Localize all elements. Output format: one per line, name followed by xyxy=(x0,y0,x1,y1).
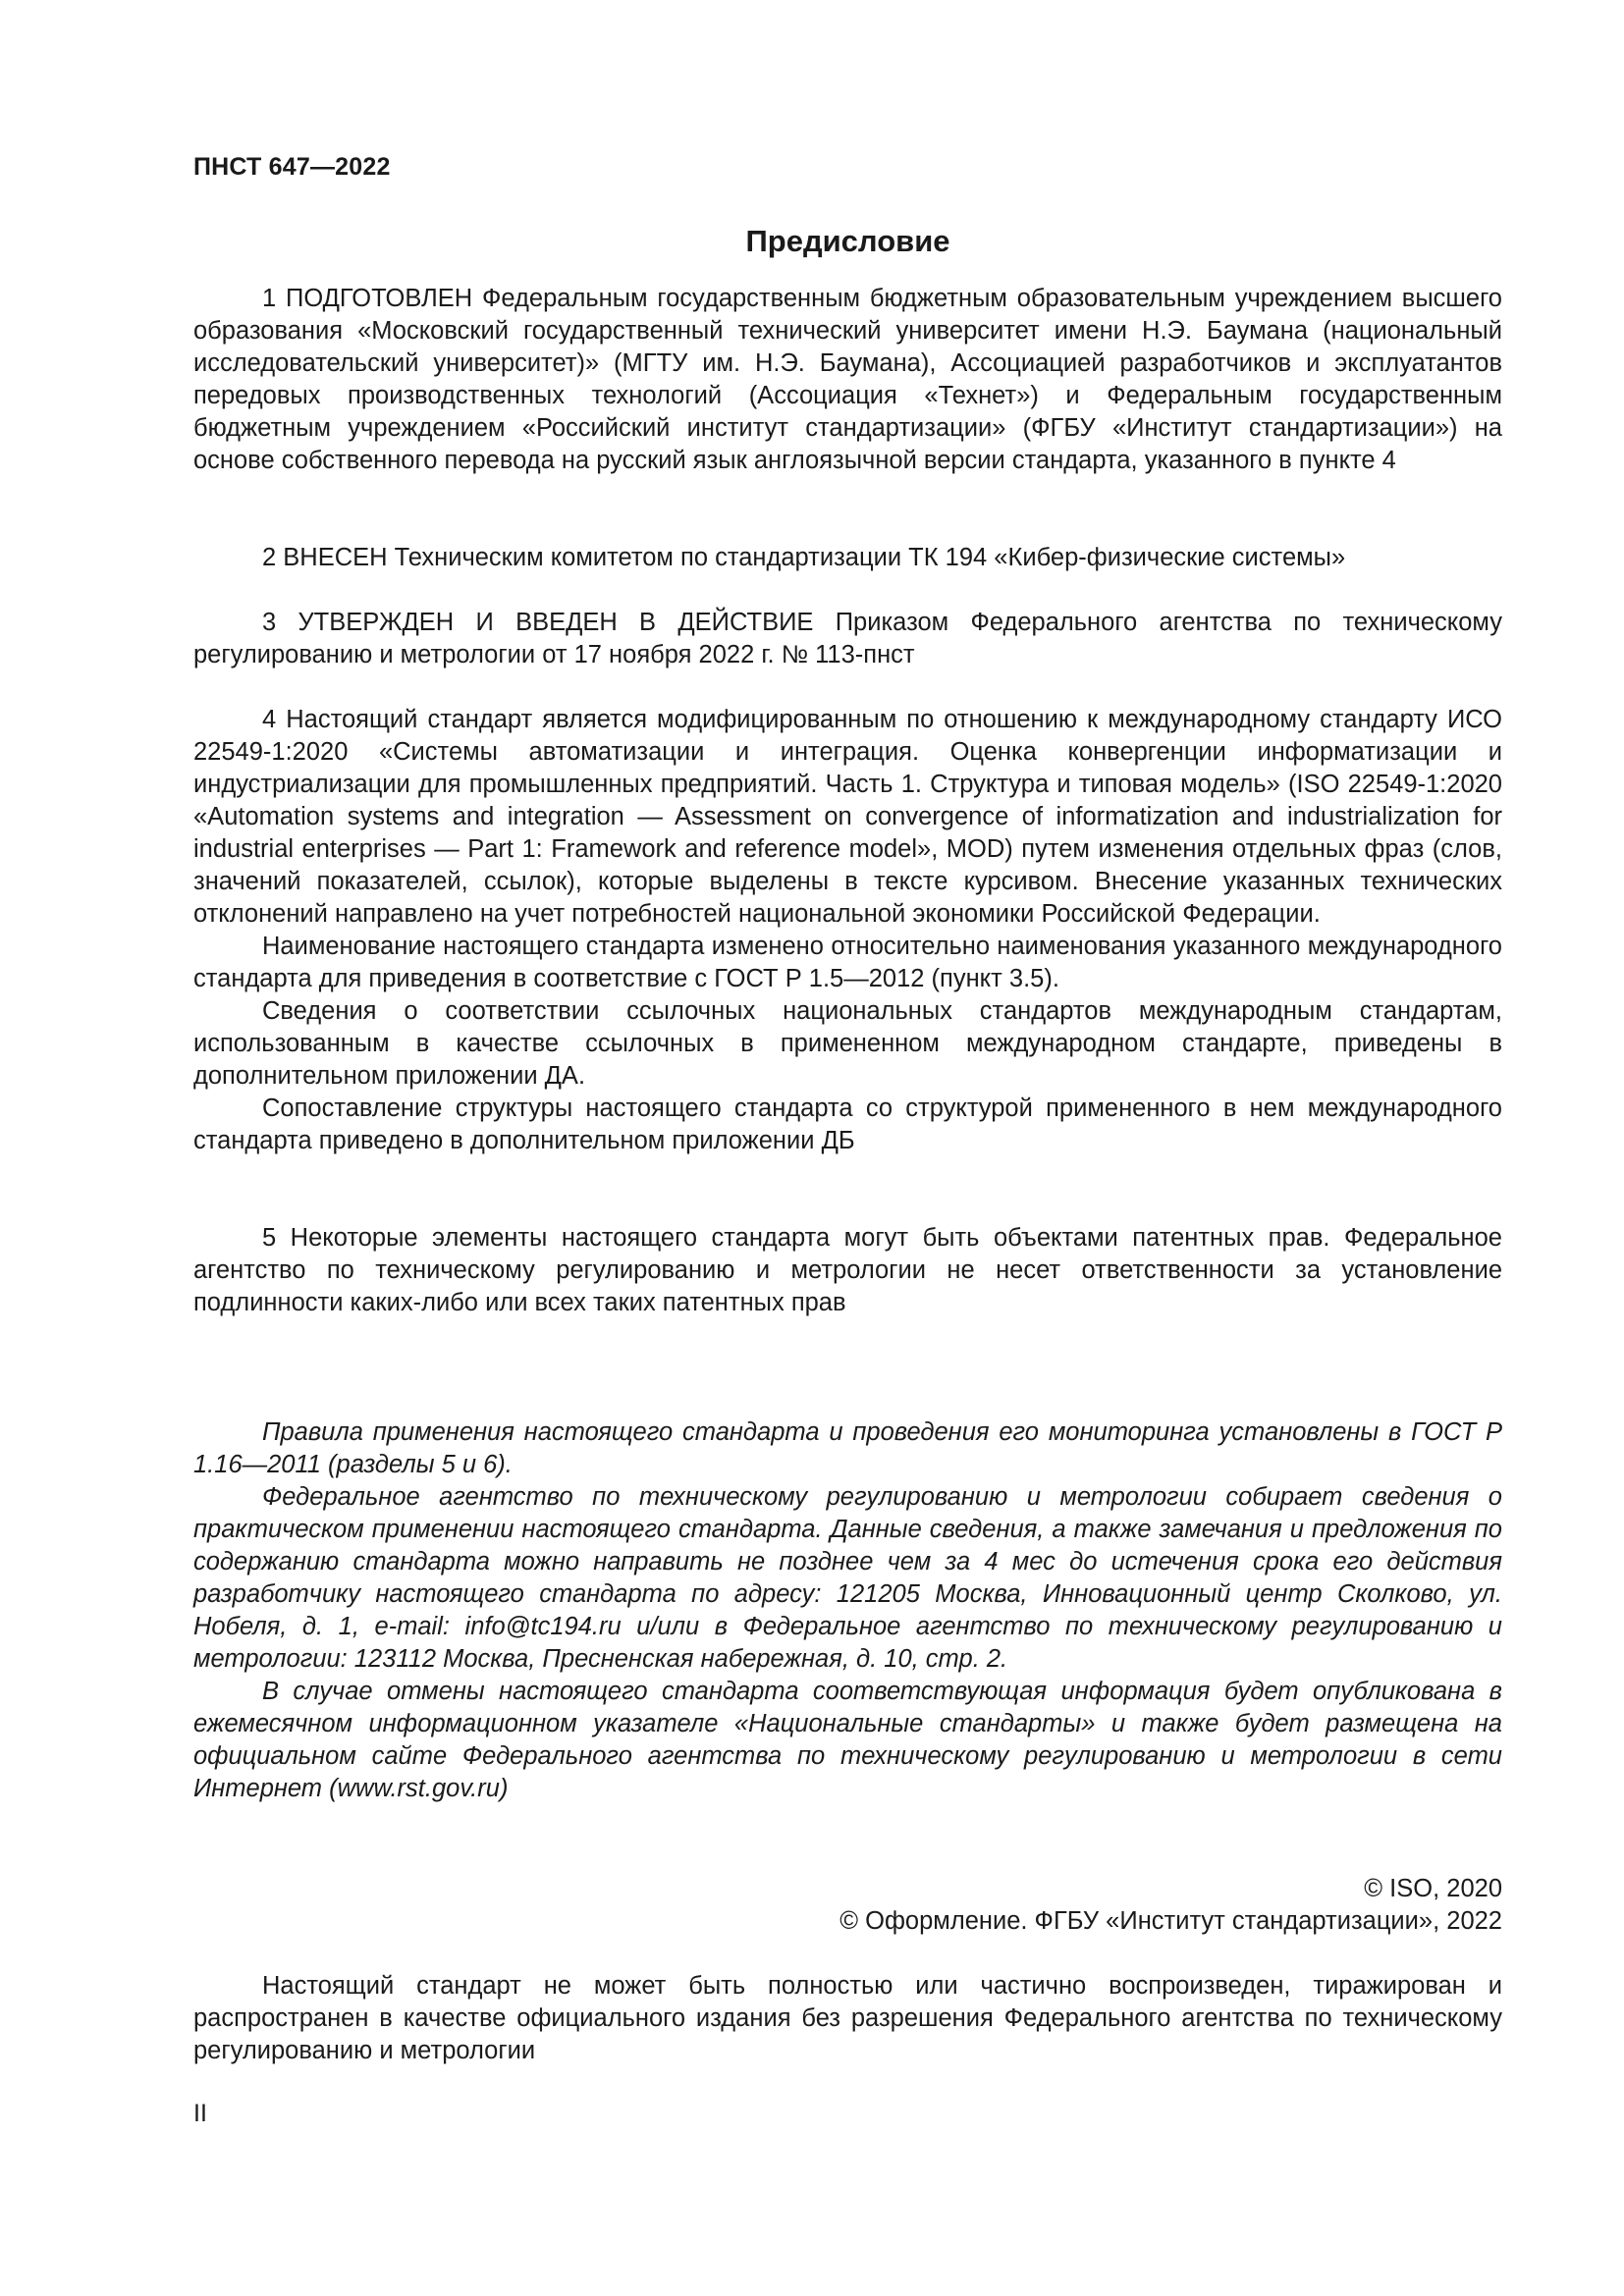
page-number: II xyxy=(193,2100,207,2127)
section-5 xyxy=(193,1222,1502,1319)
rules-paragraph: В случае отмены настоящего стандарта соответствующая информация будет опубликована в ежемесячном информационном указателе «Национальные стандарты» и также будет размещена на официальном сайте Федерального агентства по техническому регулированию и метрологии в сети Интернет (www.rst.gov.ru) xyxy=(193,1678,1502,1802)
rules-paragraph: Правила применения настоящего стандарта и проведения его мониторинга установлены в ГОСТ Р 1.16—2011 (разделы 5 и 6). xyxy=(193,1418,1502,1478)
section-2-paragraph: 2 ВНЕСЕН Техническим комитетом по стандартизации ТК 194 «Кибер-физические системы» xyxy=(262,544,1346,571)
section-1 xyxy=(193,283,1502,477)
section-1-paragraph: 1 ПОДГОТОВЛЕН Федеральным государственным бюджетным образовательным учреждением высшего образования «Московский государственный технический университет имени Н.Э. Баумана (национальный исследовательский университет)» (МГТУ им. Н.Э. Баумана), Ассоциацией разработчиков и эксплуатантов передовых производственных технологий (Ассоциация «Технет») и Федеральным государственным бюджетным учреждением «Российский институт стандартизации» (ФГБУ «Институт стандартизации») на основе собственного перевода на русский язык англоязычной версии стандарта, указанного в пункте 4 xyxy=(193,285,1502,474)
section-4-paragraph: Сопоставление структуры настоящего стандарта со структурой примененного в нем международного стандарта приведено в дополнительном приложении ДБ xyxy=(193,1095,1502,1154)
section-3-paragraph: 3 УТВЕРЖДЕН И ВВЕДЕН В ДЕЙСТВИЕ Приказом Федерального агентства по техническому регулированию и метрологии от 17 ноября 2022 г. № 113-пнст xyxy=(193,609,1502,668)
section-4 xyxy=(193,704,1502,1157)
document-code: ПНСТ 647—2022 xyxy=(193,153,391,181)
copyright-iso: © ISO, 2020 xyxy=(1364,1875,1502,1902)
section-3 xyxy=(193,607,1502,671)
notice-paragraph: Настоящий стандарт не может быть полностью или частично воспроизведен, тиражирован и распространен в качестве официального издания без разрешения Федерального агентства по техническому регулированию и метрологии xyxy=(193,1972,1502,2064)
page-title: Предисловие xyxy=(745,224,950,258)
section-5-paragraph: 5 Некоторые элементы настоящего стандарта могут быть объектами патентных прав. Федеральное агентство по техническому регулированию и метрологии не несет ответственности за установление подлинности каких-либо или всех таких патентных прав xyxy=(193,1224,1502,1316)
section-4-paragraph: Наименование настоящего стандарта изменено относительно наименования указанного международного стандарта для приведения в соответствие с ГОСТ Р 1.5—2012 (пункт 3.5). xyxy=(193,933,1502,992)
application-rules xyxy=(193,1416,1502,1805)
section-2 xyxy=(193,542,1502,574)
section-4-paragraph: 4 Настоящий стандарт является модифицированным по отношению к международному стандарту ИСО 22549-1:2020 «Системы автоматизации и интеграция. Оценка конвергенции информатизации и индустриализации для промышленных предприятий. Часть 1. Структура и типовая модель» (ISO 22549-1:2020 «Automation systems and integration — Assessment on convergence of informatization and industrialization for industrial enterprises — Part 1: Framework and reference model», MOD) путем изменения отдельных фраз (слов, значений показателей, ссылок), которые выделены в тексте курсивом. Внесение указанных технических отклонений направлено на учет потребностей национальной экономики Российской Федерации. xyxy=(193,706,1502,928)
rules-paragraph: Федеральное агентство по техническому регулированию и метрологии собирает сведения о практическом применении настоящего стандарта. Данные сведения, а также замечания и предложения по содержанию стандарта можно направить не позднее чем за 4 мес до истечения срока его действия разработчику настоящего стандарта по адресу: 121205 Москва, Инновационный центр Сколково, ул. Нобеля, д. 1, e-mail: info@tc194.ru и/или в Федеральное агентство по техническому регулированию и метрологии: 123112 Москва, Пресненская набережная, д. 10, стр. 2. xyxy=(193,1483,1502,1673)
copyright-block xyxy=(193,1873,1502,1938)
copyright-design: © Оформление. ФГБУ «Институт стандартизации», 2022 xyxy=(839,1907,1502,1935)
section-4-paragraph: Сведения о соответствии ссылочных национальных стандартов международным стандартам, использованным в качестве ссылочных в примененном международном стандарте, приведены в дополнительном приложении ДА. xyxy=(193,997,1502,1090)
reproduction-notice xyxy=(193,1970,1502,2067)
